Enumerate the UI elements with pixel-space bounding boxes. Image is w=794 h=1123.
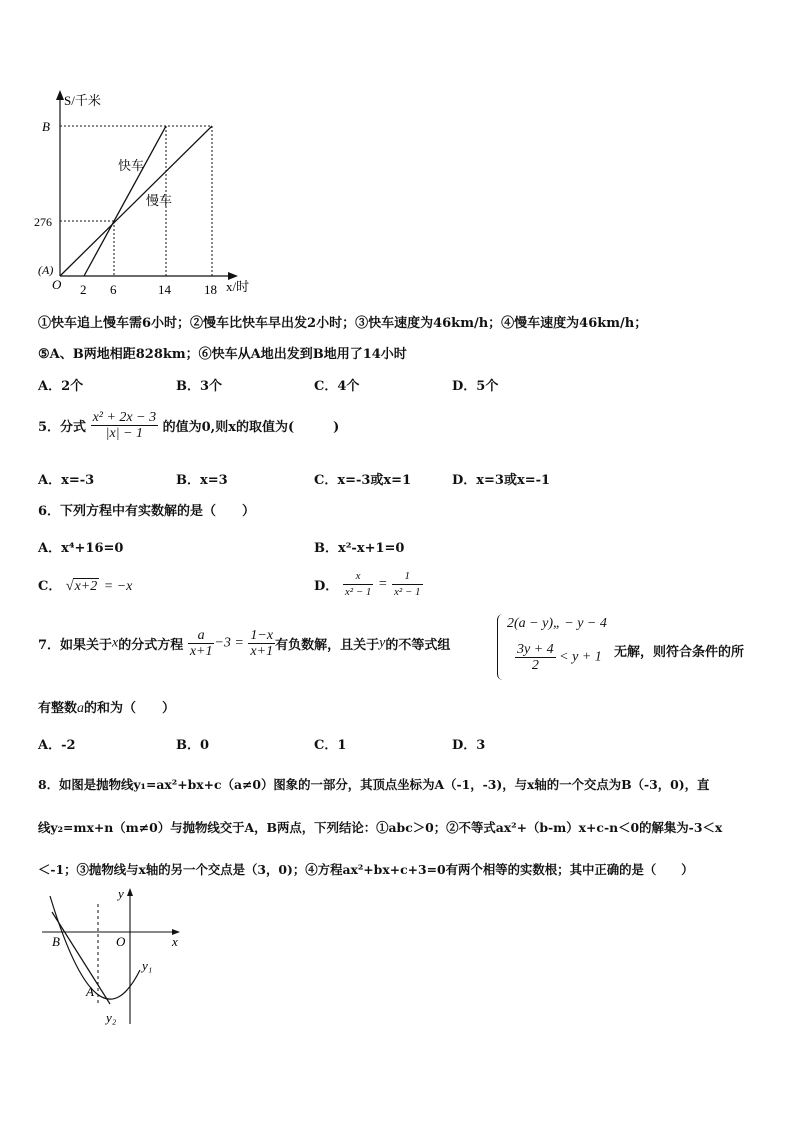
q7-mid1: 的分式方程: [118, 638, 184, 653]
label-O: O: [116, 934, 126, 949]
q5-fraction: [91, 410, 159, 441]
q4-statements-line1: ①快车追上慢车需6小时；②慢车比快车早出发2小时；③快车速度为46km/h；④慢车速度为46km/h；: [38, 316, 648, 331]
q5-prefix: 5．分式: [38, 420, 87, 435]
parabola-y1: [50, 896, 140, 999]
q7-line2-prefix: 有整数: [38, 701, 78, 716]
q8-stem-line3: ＜-1；③抛物线与x轴的另一个交点是（3，0)；④方程ax²+bx+c+3=0有两个相等的实数根；其中正确的是（ ）: [38, 862, 694, 877]
label-y: y: [118, 886, 124, 901]
y-axis-arrow: [127, 888, 133, 896]
q5-suffix: 的值为0,则x的取值为( ): [162, 420, 340, 435]
q7-option-c: C．1: [314, 738, 347, 753]
q4-option-d: D．5个: [452, 379, 499, 394]
q6-option-d-right-fraction: [392, 569, 423, 600]
label-B: B: [42, 119, 50, 134]
x-axis-label: x/时: [226, 279, 250, 294]
q7-line2-suffix: 的和为（ ）: [84, 701, 176, 716]
distance-time-graph: [30, 88, 260, 300]
q7-var-x: x: [112, 635, 119, 651]
q5-option-b: B．x=3: [176, 473, 228, 488]
label-276: 276: [34, 215, 52, 229]
q5-stem: [38, 410, 339, 441]
q7-option-a: A．-2: [38, 738, 76, 753]
q4-option-a: A．2个: [38, 379, 84, 394]
q7-ineq2-num: 3y + 4: [517, 642, 554, 657]
tick-14: 14: [158, 282, 171, 297]
q7-inequality-2: [515, 642, 602, 673]
q5-denominator: |x| − 1: [105, 426, 144, 441]
q7-mid3: 的不等式组: [385, 638, 451, 653]
q4-option-c: C．4个: [314, 379, 360, 394]
tick-2: 2: [80, 282, 87, 297]
label-y2: y₂: [106, 1010, 117, 1025]
q6-option-d-left-fraction: [343, 569, 374, 600]
q6-stem: 6．下列方程中有实数解的是（ ）: [38, 504, 256, 519]
label-A: (A): [38, 263, 54, 277]
slow-car-line: [60, 126, 212, 276]
q7-ineq2-rhs: < y + 1: [559, 649, 602, 665]
q7-eq-rnum: 1−x: [250, 628, 274, 643]
q7-stem-line2: [38, 697, 175, 717]
q6-d-rnum: 1: [392, 569, 423, 585]
q7-eq-minus3: −3 =: [214, 635, 244, 651]
q7-eq-lnum: a: [188, 628, 215, 644]
q5-option-d: D．x=3或x=-1: [452, 473, 551, 488]
q5-option-a: A．x=-3: [38, 473, 95, 488]
q7-eq-left-fraction: [188, 628, 215, 659]
label-x: x: [172, 934, 178, 949]
q6-d-lnum: x: [343, 569, 374, 585]
q7-inequality-brace: [497, 614, 504, 680]
q6-option-b: B．x²-x+1=0: [314, 541, 405, 556]
q5-option-c: C．x=-3或x=1: [314, 473, 412, 488]
q4-option-b: B．3个: [176, 379, 223, 394]
fast-car-label: 快车: [118, 158, 145, 173]
q6-option-c-radicand: x+2: [74, 579, 98, 594]
q6-option-c-prefix: C．: [38, 579, 62, 594]
q7-suffix: 无解，则符合条件的所: [614, 645, 745, 660]
q7-option-d: D．3: [452, 738, 486, 753]
q7-eq-lden: x+1: [189, 644, 213, 659]
line-y2: [52, 912, 110, 1004]
tick-18: 18: [204, 282, 217, 297]
q7-ineq2-den: 2: [531, 658, 539, 673]
q4-statements-line2: ⑤A、B两地相距828km；⑥快车从A地出发到B地用了14小时: [38, 347, 407, 362]
q6-option-d: [314, 569, 423, 600]
slow-car-label: 慢车: [146, 193, 173, 208]
label-B: B: [52, 934, 60, 949]
tick-6: 6: [110, 282, 117, 297]
q5-numerator: x² + 2x − 3: [92, 410, 157, 425]
label-O: O: [52, 277, 62, 292]
q7-option-b: B．0: [176, 738, 210, 753]
q6-d-eq: =: [377, 576, 388, 592]
label-y1: y₁: [142, 958, 153, 973]
q8-stem-line2: 线y₂=mx+n（m≠0）与抛物线交于A，B两点，下列结论：①abc＞0；②不等式ax²+（b-m）x+c-n＜0的解集为-3＜x: [38, 820, 723, 835]
parabola-graph: [38, 884, 188, 1034]
q7-inequality-1: 2(a − y)„ − y − 4: [507, 616, 607, 631]
q7-eq-right-fraction: [248, 628, 275, 659]
label-A: A: [86, 984, 94, 999]
q6-option-a: A．x⁴+16=0: [38, 541, 124, 556]
q7-ineq2-fraction: [515, 642, 556, 673]
q6-d-rden: x² − 1: [393, 586, 421, 598]
y-axis-label: S/千米: [64, 93, 101, 108]
q7-eq-rden: x+1: [250, 644, 274, 659]
q6-option-c: [38, 575, 132, 595]
q6-d-lden: x² − 1: [344, 586, 372, 598]
sqrt-sign: √: [65, 579, 74, 594]
q7-mid2: 有负数解，且关于: [275, 638, 380, 653]
q7-prefix: 7．如果关于: [38, 638, 113, 653]
q7-var-a: a: [77, 701, 85, 716]
q6-option-d-prefix: D．: [314, 579, 339, 594]
q7-var-y: y: [379, 635, 386, 651]
q7-stem-line1: [38, 628, 450, 659]
y-axis-arrow: [56, 90, 64, 100]
q8-stem-line1: 8．如图是抛物线y₁=ax²+bx+c（a≠0）图象的一部分，其顶点坐标为A（-1，-3)，与x轴的一个交点为B（-3，0)，直: [38, 777, 710, 792]
q6-option-c-rhs: = −x: [103, 579, 133, 594]
